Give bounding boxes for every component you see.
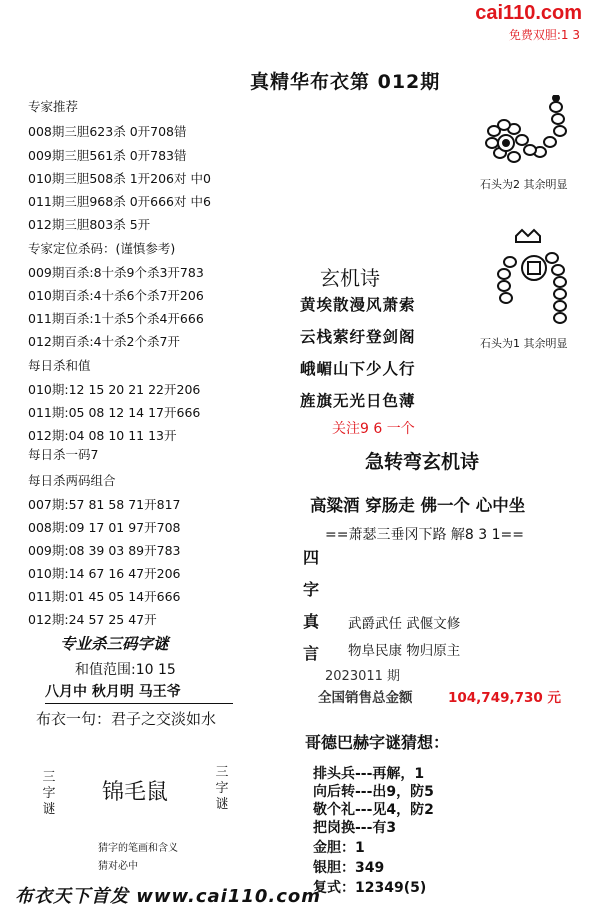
- stone-caption-2: 石头为2 其余明显: [480, 178, 568, 191]
- two-code-line: 012期:24 57 25 47开: [28, 612, 157, 627]
- expert-line: 008期三胆623杀 0开708错: [28, 124, 187, 139]
- position-line: 011期百杀:1十杀5个杀4开666: [28, 311, 204, 326]
- expert-heading: 专家推荐: [28, 99, 79, 114]
- free-tip: 免费双胆:1 3: [508, 28, 580, 42]
- goedel-line: 金胆：1: [313, 840, 365, 856]
- riddle-text: 八月中 秋月明 马王爷: [45, 681, 233, 704]
- turn-phrase: 高粱酒 穿肠走 佛一个 心中坐: [310, 496, 526, 515]
- sales-period: 2023011 期: [325, 669, 401, 684]
- riddle-note: 猜字的笔画和含义: [98, 843, 178, 854]
- four-char: 字: [303, 580, 320, 599]
- expert-line: 010期三胆508杀 1开206对 中0: [28, 171, 211, 186]
- goedel-line: 排头兵---再解，1: [313, 766, 425, 782]
- footer-banner: 布衣天下首发 www.cai110.com: [15, 886, 322, 907]
- pro-riddle-title: 专业杀三码字谜: [60, 635, 169, 653]
- goedel-line: 复式：12349(5): [313, 880, 427, 896]
- four-words-line: 物阜民康 物归原主: [348, 643, 461, 659]
- two-code-line: 008期:09 17 01 97开708: [28, 520, 181, 535]
- poem-line: 黄埃散漫风萧索: [300, 296, 416, 314]
- four-char: 四: [303, 548, 320, 567]
- kill-one: 每日杀一码7: [28, 447, 99, 462]
- four-char: 真: [303, 612, 320, 631]
- goedel-line: 银胆：349: [313, 860, 385, 876]
- two-code-line: 009期:08 39 03 89开783: [28, 543, 181, 558]
- sales-label: 全国销售总金额: [318, 690, 413, 706]
- sum-line: 010期:12 15 20 21 22开206: [28, 382, 201, 397]
- poem-line: 峨嵋山下少人行: [300, 360, 416, 378]
- expert-line: 012期三胆803杀 5开: [28, 217, 151, 232]
- three-riddle-label-left: 三字谜: [42, 770, 56, 817]
- two-code-line: 011期:01 45 05 14开666: [28, 589, 181, 604]
- riddle-note: 猜对必中: [98, 861, 138, 872]
- buyi-sentence: 布衣一句：君子之交淡如水: [36, 710, 217, 728]
- two-code-line: 010期:14 67 16 47开206: [28, 566, 181, 581]
- page-title: 真精华布衣第 012期: [250, 71, 441, 93]
- two-code-line: 007期:57 81 58 71开817: [28, 497, 181, 512]
- expert-line: 011期三胆968杀 0开666对 中6: [28, 194, 211, 209]
- stone-caption-1: 石头为1 其余明显: [480, 337, 568, 350]
- sum-range: 和值范围:10 15: [75, 662, 176, 678]
- sum-line: 012期:04 08 10 11 13开: [28, 428, 177, 443]
- position-heading: 专家定位杀码：(谨慎参考): [28, 241, 176, 256]
- turn-title: 急转弯玄机诗: [365, 451, 480, 473]
- goedel-title: 哥德巴赫字谜猜想：: [305, 733, 450, 752]
- expert-line: 009期三胆561杀 0开783错: [28, 148, 187, 163]
- poem-line: 云栈萦纡登剑阁: [300, 328, 416, 346]
- goedel-line: 敬个礼---见4，防2: [313, 802, 434, 818]
- stone-figure-1: [490, 228, 590, 328]
- poem-focus: 关注9 6 一个: [332, 421, 415, 437]
- sum-line: 011期:05 08 12 14 17开666: [28, 405, 201, 420]
- stone-figure-2: [478, 95, 578, 175]
- three-riddle-label-right: 三字谜: [215, 765, 229, 812]
- turn-hint: ==萧瑟三垂冈下路 解8 3 1==: [325, 527, 524, 543]
- site-brand: cai110.com: [475, 2, 582, 24]
- sales-amount: 104,749,730 元: [448, 690, 561, 706]
- poem-line: 旌旗无光日色薄: [300, 392, 416, 410]
- four-words-line: 武爵武任 武偃文修: [348, 616, 461, 632]
- position-line: 010期百杀:4十杀6个杀7开206: [28, 288, 204, 303]
- sum-heading: 每日杀和值: [28, 358, 91, 373]
- position-line: 012期百杀:4十杀2个杀7开: [28, 334, 180, 349]
- goedel-line: 向后转---出9，防5: [313, 784, 434, 800]
- poem-heading: 玄机诗: [320, 266, 380, 290]
- two-code-heading: 每日杀两码组合: [28, 473, 116, 488]
- goedel-line: 把岗换---有3: [313, 820, 397, 836]
- riddle-answer: 锦毛鼠: [102, 780, 169, 805]
- position-line: 009期百杀:8十杀9个杀3开783: [28, 265, 204, 280]
- four-char: 言: [303, 644, 320, 663]
